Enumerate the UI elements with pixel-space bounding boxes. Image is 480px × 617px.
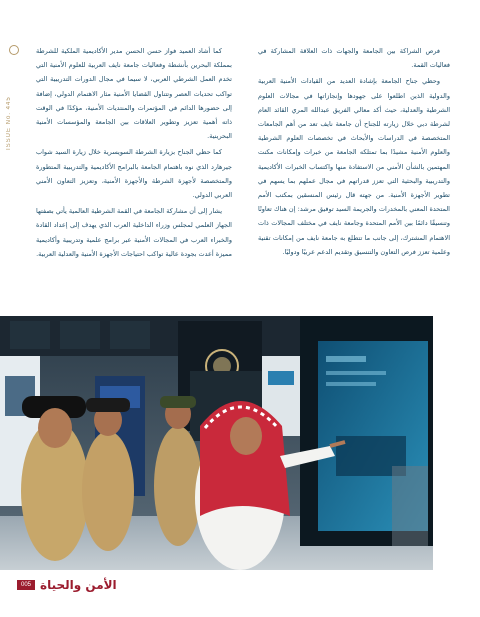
article-paragraph: فرص الشراكة بين الجامعة والجهات ذات العلاقة المشاركة في فعاليات القمة.	[258, 47, 450, 70]
article-paragraph: وحظي جناح الجامعة بإشادة العديد من القيادات الأمنية العربية والدولية الذين اطلعوا على جهودها وإنجازاتها في مجالات العلوم الشرطية والعدلية، حيث أكد معالي الفريق عبدالله المري القائد العام لشرطة دبي خلال زيارته للجناح أن جامعة نايف تعد من أهم الجامعات المتخصصة في الدراسات والأبحاث في تخصصات العلوم الشرطية والعلوم الأمنية مشيدًا بما تمتلكه الجامعة من خبرات وإمكانات مكنت المهتمين بالشأن الأمني من الاستفادة منها واكتساب الخبرات الأكاديمية والتدريبية والبحثية التي تعزز قدراتهم في مجال عملهم بما يسهم في تطوير الأجهزة الأمنية. من جهته قال رئيس المنسقين بمكتب الأمم المتحدة المعني بالمخدرات والجريمة السيد توفيق مرشد: إن هناك تعاونًا وتنسيقًا دائمًا بين الأمم المتحدة وجامعة نايف في مختلف المجالات ذات الاهتمام المشترك، إلى جانب ما تتطلع به جامعة نايف من إمكانات تقنية وعلمية تعزز فرص التعاون والتنسيق وتقديم الدعم عربيًا ودوليًا.	[258, 77, 450, 256]
ornament-icon	[9, 45, 19, 55]
magazine-title: الأمن والحياة	[40, 578, 117, 592]
article-right-column	[258, 44, 450, 261]
page-number: 005	[17, 580, 35, 590]
article-paragraph: يشار إلى أن مشاركة الجامعة في القمة الشرطية العالمية يأتي بصفتها الجهاز العلمي لمجلس وزراء الداخلية العرب الذي يهدف إلى إعداد القادة والخبراء العرب في المجالات الأمنية عبر برامج علمية وتدريبية وأكاديمية مميزة أعدت بجودة عالية تواكب احتياجات الأجهزة الأمنية والعدلية العربية.	[36, 207, 232, 258]
article-paragraph: كما أشاد العميد فواز حسن الحسن مدير الأكاديمية الملكية للشرطة بمملكة البحرين بأنشطة وفعاليات جامعة نايف العربية للعلوم الأمنية التي تخدم العمل الشرطي العربي، لا سيما في مجال الدورات التدريبية التي تواكب تحديات العصر وتتناول القضايا الأمنية مثار الاهتمام الدولي، إضافة إلى حضورها الدائم في المؤتمرات والمنتديات الأمنية، مؤكدًا في الوقت ذاته أهمية تعزيز وتطوير العلاقات بين الجامعة والمؤسسات الأمنية البحرينية.	[36, 47, 232, 141]
article-paragraph: كما حظي الجناح بزيارة الشرطة السويسرية خلال زيارة السيد شواب جيرهارد الذي نوه باهتمام الجامعة بالبرامج الأكاديمية والتدريبية المتطورة والمتخصصة لأجهزة الشرطة والأجهزة الأمنية، وتعزيز التعاون الأمني العربي الدولي.	[36, 148, 232, 200]
event-photo	[0, 316, 433, 570]
issue-label: ISSUE No. 445	[6, 96, 12, 150]
article-left-column	[36, 44, 232, 263]
